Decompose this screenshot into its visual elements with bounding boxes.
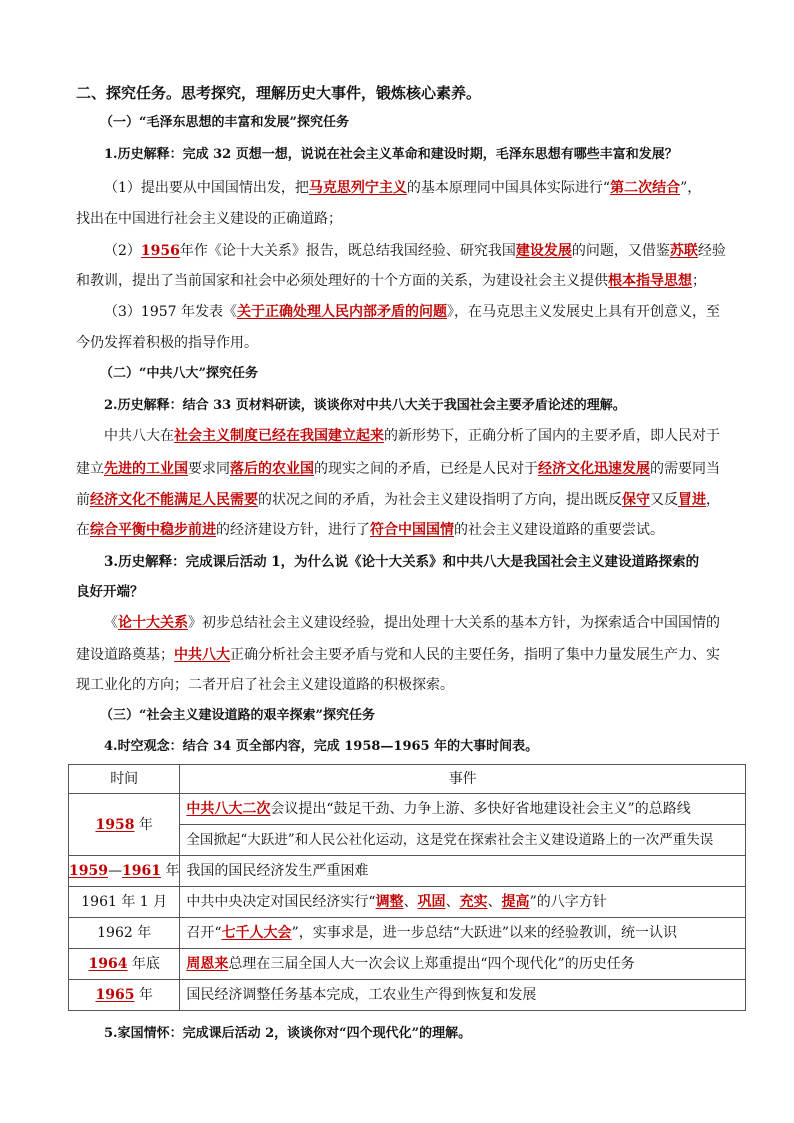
text: 的社会主义建设道路的重要尝试。 <box>454 522 664 538</box>
answer-key: 1961 <box>121 863 161 879</box>
event-cell <box>180 918 746 949</box>
event-cell <box>180 794 746 825</box>
event-cell: 国民经济调整任务基本完成，工农业生产得到恢复和发展 <box>180 980 746 1011</box>
answer-key: 社会主义制度已经在我国建立起来 <box>174 428 384 444</box>
table-row <box>69 918 746 949</box>
text: 年 <box>134 987 153 1003</box>
text: 召开“ <box>186 925 222 941</box>
timeline-table <box>68 764 746 1011</box>
answer-2-line-2 <box>76 271 706 291</box>
time-cell <box>69 980 180 1011</box>
text: 又反 <box>650 492 678 508</box>
text: 中共中央决定对国民经济实行“ <box>186 894 376 910</box>
table-row <box>69 949 746 980</box>
answer-key: 马克思列宁主义 <box>308 180 407 196</box>
answer-q2-line-2 <box>76 459 720 479</box>
text: 年 <box>160 863 180 879</box>
time-cell <box>69 856 180 887</box>
text: 会议提出“鼓足干劲、力争上游、多快好省地建设社会主义”的总路线 <box>270 801 691 817</box>
answer-key: 经济文化迅速发展 <box>538 461 650 477</box>
text: 中共八大在 <box>104 428 174 444</box>
answer-key: 第二次结合 <box>610 180 681 196</box>
text: 的经济建设方针，进行了 <box>216 522 370 538</box>
section-title: 二、探究任务。思考探究，理解历史大事件，锻炼核心素养。 <box>76 84 482 102</box>
text: 年作《论十大关系》报告，既总结我国经验、研究我国 <box>179 243 516 259</box>
text: 前 <box>76 492 90 508</box>
answer-q3-line-2 <box>76 645 720 665</box>
time-cell: 1961 年 1 月 <box>69 887 180 918</box>
answer-key: 1956 <box>140 243 180 259</box>
text: 年 <box>134 816 153 833</box>
table-row <box>69 887 746 918</box>
question-4: 4.时空观念：结合 34 页全部内容，完成 1958—1965 年的大事时间表。 <box>104 739 539 754</box>
task1-title: （一）“毛泽东思想的丰富和发展”探究任务 <box>100 115 349 130</box>
text: 正确分析社会主要矛盾与党和人民的主要任务，指明了集中力量发展生产力、实 <box>230 647 720 663</box>
question-5: 5.家国情怀：完成课后活动 2，谈谈你对“四个现代化”的理解。 <box>104 1026 472 1041</box>
answer-q2-line-4 <box>76 520 664 540</box>
task3-title: （三）“社会主义建设道路的艰辛探索”探究任务 <box>100 708 375 723</box>
text: （3）1957 年发表《 <box>104 304 237 320</box>
text: 《 <box>104 615 118 631</box>
answer-q2-line-3 <box>76 490 720 510</box>
answer-key: 调整 <box>375 894 404 910</box>
text: 的问题，又借鉴 <box>571 243 670 259</box>
header-time: 时间 <box>69 765 180 794</box>
answer-key: 关于正确处理人民内部矛盾的问题 <box>237 304 447 320</box>
text: 》，在马克思主义发展史上具有开创意义，至 <box>447 304 720 320</box>
event-cell: 我国的国民经济发生严重困难 <box>180 856 746 887</box>
answer-key: 巩固 <box>417 894 446 910</box>
answer-key: 先进的工业国 <box>104 461 188 477</box>
text: 和教训，提出了当前国家和社会中必须处理好的十个方面的关系，为建设社会主义提供 <box>76 273 608 289</box>
answer-key: 论十大关系 <box>118 615 188 631</box>
question-3-line-2: 良好开端？ <box>76 584 144 600</box>
table-row <box>69 856 746 887</box>
event-cell <box>180 949 746 980</box>
answer-key: 根本指导思想 <box>608 273 692 289</box>
question-1: 1.历史解释：完成 32 页想一想，说说在社会主义革命和建设时期，毛泽东思想有哪些丰富和发展？ <box>104 147 678 162</box>
question-3-line-1: 3.历史解释：完成课后活动 1，为什么说《论十大关系》和中共八大是我国社会主义建设道路探索的 <box>104 554 700 570</box>
text: 建设道路奠基； <box>76 647 174 663</box>
text: 建立 <box>76 461 104 477</box>
answer-key: 符合中国国情 <box>370 522 454 538</box>
text: 、 <box>487 894 502 910</box>
time-cell <box>69 794 180 856</box>
table-row <box>69 794 746 825</box>
text: 经验 <box>697 243 726 259</box>
answer-key: 1964 <box>88 956 128 972</box>
header-event: 事件 <box>180 765 746 794</box>
text: 》初步总结社会主义建设经验，提出处理十大关系的基本方针，为探索适合中国国情的 <box>188 615 720 631</box>
table-header-row <box>69 765 746 794</box>
answer-key: 1959 <box>69 863 108 879</box>
text: 要求同 <box>188 461 230 477</box>
text: 的需要同当 <box>650 461 720 477</box>
text: ； <box>692 273 706 289</box>
text: 、 <box>403 894 418 910</box>
answer-key: 综合平衡中稳步前进 <box>90 522 216 538</box>
text: ， <box>706 492 720 508</box>
answer-key: 周恩来 <box>186 956 229 972</box>
answer-key: 建设发展 <box>515 243 572 259</box>
answer-key: 中共八大 <box>174 647 230 663</box>
answer-q3-line-3: 现工业化的方向；二者开启了社会主义建设道路的积极探索。 <box>76 677 454 693</box>
answer-key: 1965 <box>95 987 135 1003</box>
answer-2-line-1 <box>104 241 726 261</box>
question-2: 2.历史解释：结合 33 页材料研读，谈谈你对中共八大关于我国社会主要矛盾论述的理解。 <box>104 398 626 413</box>
text: 的基本原理同中国具体实际进行“ <box>406 180 611 196</box>
answer-3-line-2: 今仍发挥着积极的指导作用。 <box>76 335 258 351</box>
answer-key: 冒进 <box>678 492 706 508</box>
answer-key: 苏联 <box>669 243 698 259</box>
time-cell: 1962 年 <box>69 918 180 949</box>
text: 的现实之间的矛盾，已经是人民对于 <box>314 461 538 477</box>
event-cell: 全国掀起“大跃进”和人民公社化运动，这是党在探索社会主义建设道路上的一次严重失误 <box>180 825 746 856</box>
answer-q3-line-1 <box>104 613 720 633</box>
answer-key: 七千人大会 <box>221 925 292 941</box>
answer-key: 落后的农业国 <box>230 461 314 477</box>
text: 的新形势下，正确分析了国内的主要矛盾，即人民对于 <box>384 428 720 444</box>
answer-3-line-1 <box>104 302 720 322</box>
answer-key: 中共八大二次 <box>186 801 271 817</box>
text: 总理在三届全国人大一次会议上郑重提出“四个现代化”的历史任务 <box>228 956 635 972</box>
answer-key: 充实 <box>459 894 488 910</box>
text: 、 <box>445 894 460 910</box>
text: （1）提出要从中国国情出发，把 <box>104 180 309 196</box>
answer-key: 提高 <box>501 894 530 910</box>
text: ”，实事求是，进一步总结“大跃进”以来的经验教训，统一认识 <box>291 925 678 941</box>
text: 年底 <box>127 956 160 972</box>
answer-1-line-1 <box>104 178 701 198</box>
answer-1-line-2: 找出在中国进行社会主义建设的正确道路； <box>76 211 342 227</box>
task2-title: （二）“中共八大”探究任务 <box>100 366 258 381</box>
text: ”的八字方针 <box>529 894 607 910</box>
text: 在 <box>76 522 90 538</box>
table-row <box>69 980 746 1011</box>
answer-key: 保守 <box>622 492 650 508</box>
text: （2） <box>104 243 141 259</box>
text: ”， <box>680 180 702 196</box>
event-cell <box>180 887 746 918</box>
answer-key: 经济文化不能满足人民需要 <box>90 492 258 508</box>
time-cell <box>69 949 180 980</box>
text: — <box>107 863 122 879</box>
answer-q2-line-1 <box>104 426 720 446</box>
text: 的状况之间的矛盾，为社会主义建设指明了方向，提出既反 <box>258 492 622 508</box>
answer-key: 1958 <box>95 816 135 833</box>
